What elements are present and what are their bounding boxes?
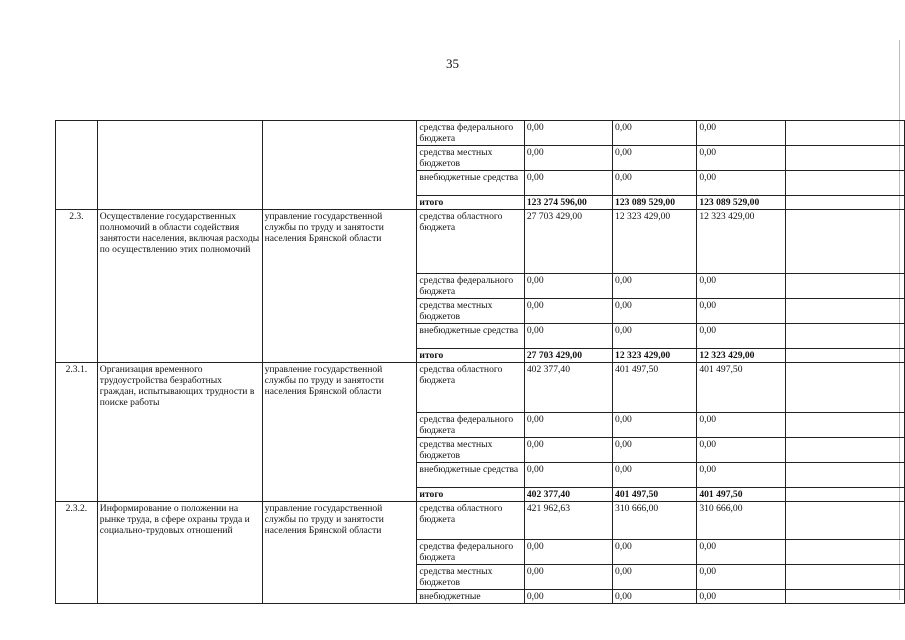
source-provincial: средства областного бюджета [417,363,524,413]
total-cell: 401 497,50 [697,488,785,502]
source-total: итого [417,488,524,502]
source-extrabudget: внебюджетные средства [417,463,524,488]
source-local: средства местных бюджетов [417,146,524,171]
source-total: итого [417,349,524,363]
value-cell: 0,00 [697,299,785,324]
value-cell: 0,00 [524,171,612,196]
value-cell: 421 962,63 [524,502,612,540]
value-cell: 0,00 [613,146,697,171]
budget-table [55,120,905,604]
value-cell: 0,00 [697,146,785,171]
value-cell: 310 666,00 [697,502,785,540]
cell-extra [785,196,904,210]
value-cell: 310 666,00 [613,502,697,540]
cell-event: Осуществление государственных полномочий в области содействия занятости населения, включая расходы по осуществлению этих полномочий [97,210,262,363]
value-cell: 0,00 [697,540,785,565]
value-cell: 0,00 [524,299,612,324]
value-cell: 0,00 [613,274,697,299]
source-federal: средства федерального бюджета [417,274,524,299]
source-federal: средства федерального бюджета [417,121,524,146]
cell-extra [785,210,904,274]
value-cell: 27 703 429,00 [524,210,612,274]
cell-num: 2.3.2. [56,502,98,604]
source-federal: средства федерального бюджета [417,413,524,438]
total-cell: 12 323 429,00 [697,349,785,363]
cell-extra [785,463,904,488]
value-cell: 0,00 [613,590,697,604]
value-cell: 0,00 [697,274,785,299]
total-cell: 401 497,50 [613,488,697,502]
total-cell: 402 377,40 [524,488,612,502]
source-local: средства местных бюджетов [417,565,524,590]
cell-extra [785,488,904,502]
cell-extra [785,274,904,299]
total-cell: 123 274 596,00 [524,196,612,210]
value-cell: 0,00 [697,171,785,196]
value-cell: 401 497,50 [697,363,785,413]
cell-event: Организация временного трудоустройства безработных граждан, испытывающих трудности в поиске работы [97,363,262,502]
value-cell: 0,00 [524,463,612,488]
cell-extra [785,502,904,540]
total-cell: 123 089 529,00 [697,196,785,210]
total-cell: 27 703 429,00 [524,349,612,363]
cell-extra [785,540,904,565]
value-cell: 0,00 [524,324,612,349]
cell-extra [785,324,904,349]
value-cell: 0,00 [613,299,697,324]
value-cell: 0,00 [697,413,785,438]
value-cell: 0,00 [697,565,785,590]
value-cell: 0,00 [524,146,612,171]
value-cell: 0,00 [613,565,697,590]
value-cell: 0,00 [697,463,785,488]
value-cell: 0,00 [613,413,697,438]
value-cell: 0,00 [613,121,697,146]
value-cell: 12 323 429,00 [613,210,697,274]
value-cell: 0,00 [697,438,785,463]
value-cell: 0,00 [524,590,612,604]
value-cell: 0,00 [524,121,612,146]
value-cell: 0,00 [524,540,612,565]
source-provincial: средства областного бюджета [417,502,524,540]
cell-extra [785,171,904,196]
cell-executor: управление государственной службы по труду и занятости населения Брянской области [262,502,417,604]
cell-executor: управление государственной службы по труду и занятости населения Брянской области [262,363,417,502]
value-cell: 0,00 [613,540,697,565]
cell-executor: управление государственной службы по труду и занятости населения Брянской области [262,210,417,363]
value-cell: 0,00 [524,274,612,299]
source-total: итого [417,196,524,210]
cell-extra [785,121,904,146]
cell-extra [785,413,904,438]
table-row [56,121,905,146]
value-cell: 12 323 429,00 [697,210,785,274]
cell-extra [785,438,904,463]
value-cell: 0,00 [697,324,785,349]
cell-extra [785,590,904,604]
total-cell: 123 089 529,00 [613,196,697,210]
value-cell: 0,00 [613,171,697,196]
value-cell: 0,00 [613,463,697,488]
value-cell: 0,00 [524,438,612,463]
cell-executor [262,121,417,210]
table-row [56,502,905,540]
source-federal: средства федерального бюджета [417,540,524,565]
value-cell: 0,00 [524,413,612,438]
cell-num [56,121,98,210]
value-cell: 401 497,50 [613,363,697,413]
cell-extra [785,363,904,413]
page-number: 35 [446,56,459,71]
value-cell: 0,00 [697,121,785,146]
value-cell: 0,00 [613,438,697,463]
total-cell: 12 323 429,00 [613,349,697,363]
source-extrabudget: внебюджетные [417,590,524,604]
source-provincial: средства областного бюджета [417,210,524,274]
cell-event: Информирование о положении на рынке труда, в сфере охраны труда и социально-трудовых отношений [97,502,262,604]
value-cell: 0,00 [524,565,612,590]
source-extrabudget: внебюджетные средства [417,171,524,196]
source-local: средства местных бюджетов [417,299,524,324]
value-cell: 402 377,40 [524,363,612,413]
source-extrabudget: внебюджетные средства [417,324,524,349]
cell-event [97,121,262,210]
table-row [56,210,905,274]
cell-extra [785,146,904,171]
value-cell: 0,00 [697,590,785,604]
cell-num: 2.3.1. [56,363,98,502]
value-cell: 0,00 [613,324,697,349]
source-local: средства местных бюджетов [417,438,524,463]
cell-num: 2.3. [56,210,98,363]
cell-extra [785,565,904,590]
cell-extra [785,299,904,324]
table-row [56,363,905,413]
cell-extra [785,349,904,363]
